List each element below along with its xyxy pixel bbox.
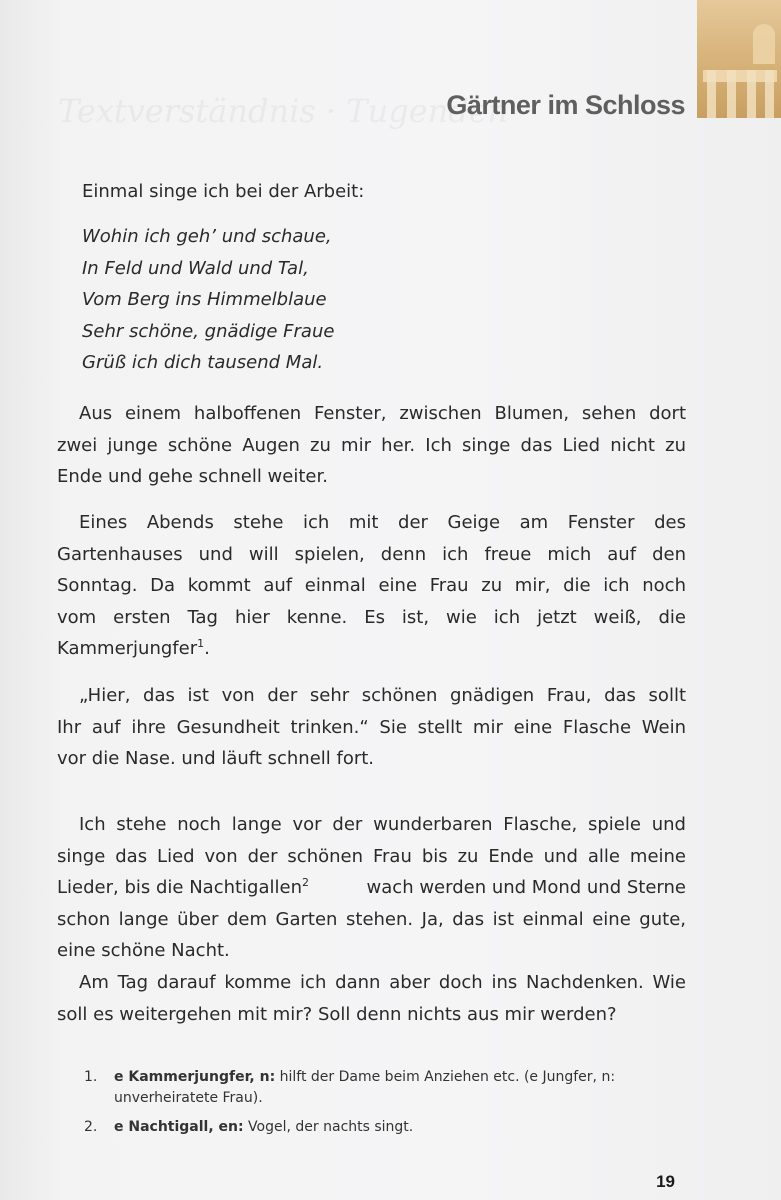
verse-line: Wohin ich geh’ und schaue,: [82, 226, 332, 247]
paragraph-1: Aus einem halboffenen Fenster, zwischen Blumen, sehen dort zwei junge schöne Augen zu mir her. Ich singe das Lied nicht zu Ende und gehe schnell weiter.: [57, 403, 686, 487]
verse-line: Vom Berg ins Himmelblaue: [82, 289, 327, 310]
verse-line: In Feld und Wald und Tal,: [82, 257, 309, 279]
intro-line: Einmal singe ich bei der Arbeit:: [82, 181, 365, 202]
verse-block: [82, 221, 688, 379]
paragraph-3: „Hier, das ist von der sehr schönen gnädigen Frau, das sollt Ihr auf ihre Gesundheit trinken.“ Sie stellt mir eine Flasche Wein vor die Nase. und läuft schnell fort.: [57, 685, 686, 769]
footnote-marker: 2: [302, 876, 309, 889]
footnote-2: 2. e Nachtigall, en: Vogel, der nachts singt.: [84, 1119, 414, 1135]
verse-line: Grüß ich dich tausend Mal.: [82, 352, 324, 373]
verse-line: Sehr schöne, gnädige Fraue: [82, 320, 335, 342]
footnote-1: 1. e Kammerjungfer, n: hilft der Dame beim Anziehen etc. (e Jungfer, n: unverheiratete Frau).: [84, 1069, 616, 1106]
corner-photo: [697, 0, 781, 118]
page-number: 19: [656, 1172, 675, 1191]
show-through-text: Textverständnis · Tugenden: [58, 92, 509, 130]
paragraph-2: Eines Abends stehe ich mit der Geige am Fenster des Gartenhauses und will spielen, denn ich freue mich auf den Sonntag. Da kommt auf einmal eine Frau zu mir, die ich noch vom ersten Tag hier kenne. Es ist, wie ich jetzt weiß, die Kammerjungfer$^1$.: [57, 512, 686, 659]
footnote-marker: 1: [197, 637, 205, 650]
footnotes: [84, 1067, 694, 1146]
paragraph-4: Ich stehe noch lange vor der wunderbaren Flasche, spiele und singe das Lied von der schönen Frau bis zu Ende und alle meine Lieder, bis die Nachtigallen$^2$ wach werden und Mond und Sterne schon lange über dem Garten stehen. Ja, das ist einmal eine gute, eine schöne Nacht.: [57, 814, 686, 961]
paragraph-5: Am Tag darauf komme ich dann aber doch ins Nachdenken. Wie soll es weitergehen mit mir? Soll denn nichts aus mir werden?: [57, 972, 686, 1025]
chapter-header-title: Gärtner im Schloss: [446, 90, 685, 120]
